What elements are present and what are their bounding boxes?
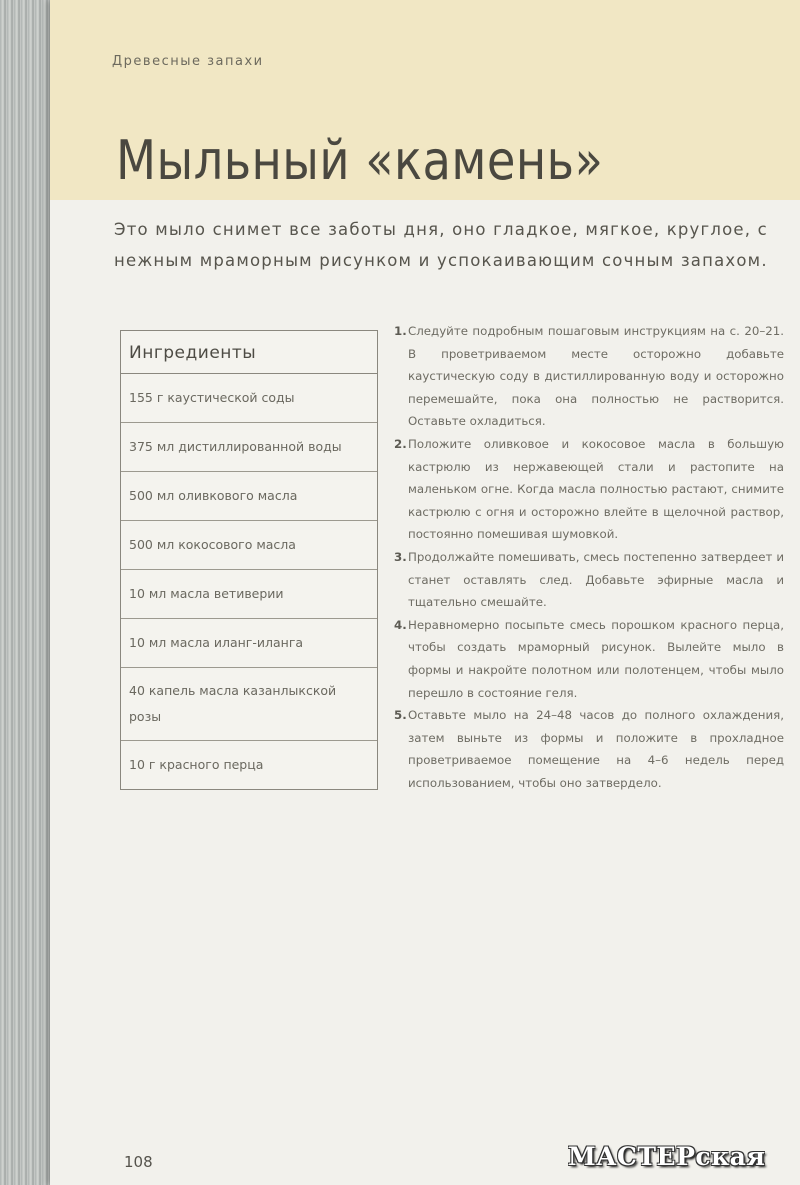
page-title: Мыльный «камень» xyxy=(116,129,604,192)
ingredients-heading: Ингредиенты xyxy=(121,331,377,374)
ingredient-item: 40 капель масла казанлыкской розы xyxy=(121,668,377,741)
step-text: Неравномерно посыпьте смесь порошком красного перца, чтобы создать мраморный рисунок. Вылейте мыло в формы и накройте полотном или полотенцем, чтобы мыло перешло в состояние геля. xyxy=(408,617,784,700)
step-item xyxy=(394,546,784,614)
step-text: Продолжайте помешивать, смесь постепенно затвердеет и станет оставлять след. Добавьте эфирные масла и тщательно смешайте. xyxy=(408,549,784,610)
intro-paragraph: Это мыло снимет все заботы дня, оно гладкое, мягкое, круглое, с нежным мраморным рисунком и успокаивающим сочным запахом. xyxy=(114,220,768,270)
step-number: 1. xyxy=(394,324,407,338)
step-number: 5. xyxy=(394,708,407,723)
ingredient-item: 375 мл дистиллированной воды xyxy=(121,423,377,472)
step-number: 3. xyxy=(394,549,407,564)
ingredient-item: 10 г красного перца xyxy=(129,757,264,772)
ingredient-item: 10 мл масла ветиверии xyxy=(121,570,377,619)
book-page xyxy=(50,0,800,1185)
watermark-logo: МАСТЕРская xyxy=(568,1142,766,1171)
step-item xyxy=(394,433,784,546)
ingredient-item: 10 мл масла иланг-иланга xyxy=(121,619,377,668)
ingredient-item: 500 мл оливкового масла xyxy=(121,472,377,521)
page-number: 108 xyxy=(124,1153,153,1171)
step-item xyxy=(394,614,784,704)
instruction-steps xyxy=(394,320,784,794)
step-item xyxy=(394,320,784,433)
step-number: 2. xyxy=(394,436,407,451)
ingredient-item: 500 мл кокосового масла xyxy=(121,521,377,570)
step-text: Следуйте подробным пошаговым инструкциям на с. 20–21. В проветриваемом месте осторожно добавьте каустическую соду в дистиллированную воду и осторожно перемешайте, пока она полностью не растворится. Оставьте охладиться. xyxy=(408,324,784,429)
step-text: Оставьте мыло на 24–48 часов до полного охлаждения, затем выньте из формы и положите в прохладное проветриваемое помещение на 4–6 недель перед использованием, чтобы оно затвердело. xyxy=(408,708,784,790)
section-label: Древесные запахи xyxy=(112,54,264,69)
ingredients-box xyxy=(120,330,378,790)
ingredient-item: 155 г каустической соды xyxy=(121,374,377,423)
step-number: 4. xyxy=(394,617,407,632)
step-item xyxy=(394,704,784,794)
step-text: Положите оливковое и кокосовое масла в большую кастрюлю из нержавеющей стали и растопите на маленьком огне. Когда масла полностью растают, снимите кастрюлю с огня и осторожно влейте в щелочной раствор, постоянно помешивая шумовкой. xyxy=(408,436,784,542)
